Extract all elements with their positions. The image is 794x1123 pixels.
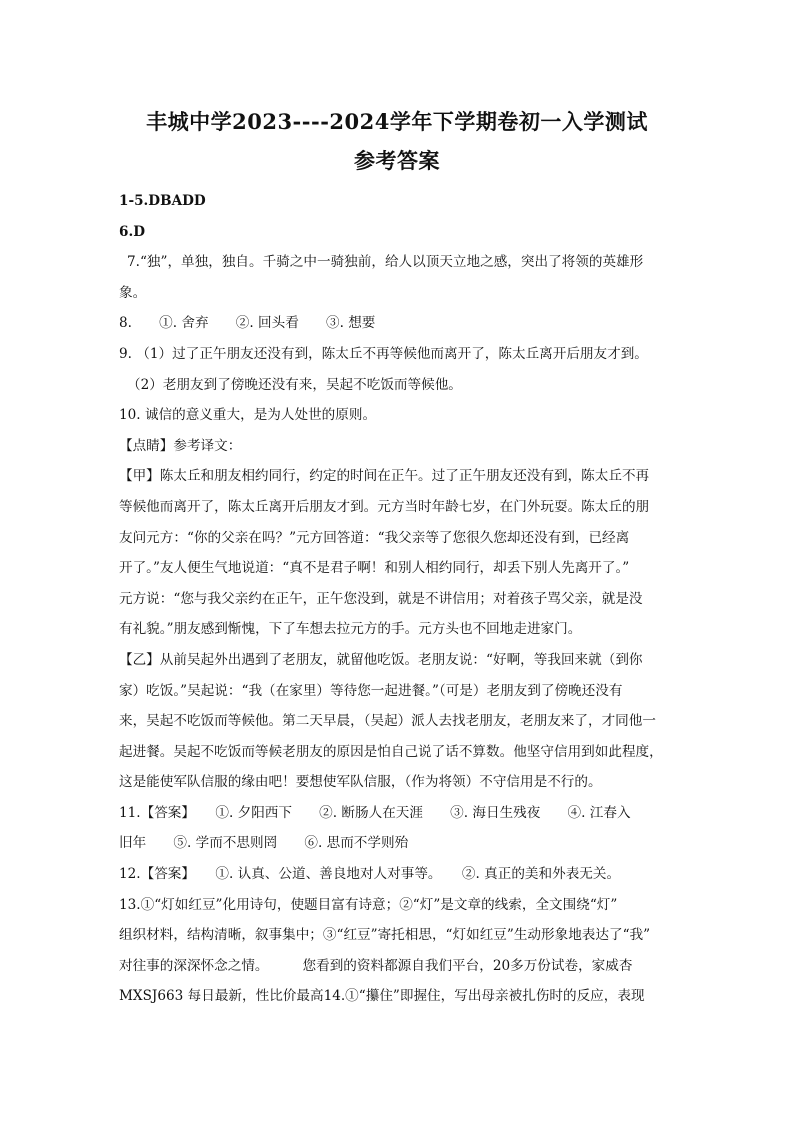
document-subtitle: 参考答案 — [354, 148, 440, 173]
answer-line: 6.D — [119, 223, 145, 240]
answer-line: 家）吃饭。”吴起说：“我（在家里）等待您一起进餐。”（可是）老朋友到了傍晚还没有 — [119, 682, 623, 699]
answer-line: MXSJ663 每日最新，性比价最高14.①“攥住”即握住，写出母亲被扎伤时的反应，表现 — [119, 988, 645, 1005]
answer-line: 来，吴起不吃饭而等候他。第二天早晨，（吴起）派人去找老朋友，老朋友来了，才同他一 — [119, 713, 656, 730]
answer-line: 象。 — [119, 284, 147, 301]
answer-line: 友问元方：“你的父亲在吗？”元方回答道：“我父亲等了您很久您却还没有到，已经离 — [119, 529, 630, 546]
answer-line: 11.【答案】 ①. 夕阳西下 ②. 断肠人在天涯 ③. 海日生残夜 ④. 江春入 — [119, 804, 631, 821]
answer-line: 9. （1）过了正午朋友还没有到，陈太丘不再等候他而离开了，陈太丘离开后朋友才到。 — [119, 345, 648, 362]
answer-line: （2）老朋友到了傍晚还没有来，吴起不吃饭而等候他。 — [127, 376, 462, 393]
answer-line: 8. ①. 舍弃 ②. 回头看 ③. 想要 — [119, 315, 376, 332]
answer-line: 开了。”友人便生气地说道：“真不是君子啊！和别人相约同行，却丢下别人先离开了。” — [119, 560, 630, 577]
answer-line: 这是能使军队信服的缘由吧！要想使军队信服，（作为将领）不守信用是不行的。 — [119, 774, 602, 791]
answer-line: 对往事的深深怀念之情。 您看到的资料都源自我们平台，20多万份试卷，家威杏 — [119, 957, 633, 974]
answer-line: 13.①“灯如红豆”化用诗句，使题目富有诗意；②“灯”是文章的线索，全文围绕“灯” — [119, 896, 618, 913]
answer-line: 12.【答案】 ①. 认真、公道、善良地对人对事等。 ②. 真正的美和外表无关。 — [119, 866, 621, 883]
answer-line: 【乙】从前吴起外出遇到了老朋友，就留他吃饭。老朋友说：“好啊，等我回来就（到你 — [119, 651, 643, 668]
answer-line: 起进餐。吴起不吃饭而等候老朋友的原因是怕自己说了话不算数。他坚守信用到如此程度， — [119, 743, 663, 760]
answer-line: 1-5.DBADD — [119, 193, 206, 209]
answer-line: 旧年 ⑤. 学而不思则罔 ⑥. 思而不学则殆 — [119, 835, 409, 852]
answer-line: 【甲】陈太丘和朋友相约同行，约定的时间在正午。过了正午朋友还没有到，陈太丘不再 — [119, 468, 650, 485]
document-title: 丰城中学2023----2024学年下学期卷初一入学测试 — [146, 109, 648, 134]
answer-line: 等候他而离开了，陈太丘离开后朋友才到。元方当时年龄七岁，在门外玩耍。陈太丘的朋 — [119, 498, 650, 515]
answer-line: 【点睛】参考译文： — [119, 437, 242, 454]
answer-line: 有礼貌。”朋友感到惭愧，下了车想去拉元方的手。元方头也不回地走进家门。 — [119, 621, 582, 638]
answer-line: 组织材料，结构清晰，叙事集中；③“红豆”寄托相思，“灯如红豆”生动形象地表达了“我” — [119, 927, 651, 944]
answer-line: 元方说：“您与我父亲约在正午，正午您没到，就是不讲信用；对着孩子骂父亲，就是没 — [119, 590, 643, 607]
answer-body — [119, 186, 679, 1012]
answer-line: 7.“独”，单独，独自。千骑之中一骑独前，给人以顶天立地之感，突出了将领的英雄形 — [127, 254, 644, 271]
answer-line: 10. 诚信的意义重大，是为人处世的原则。 — [119, 407, 377, 424]
